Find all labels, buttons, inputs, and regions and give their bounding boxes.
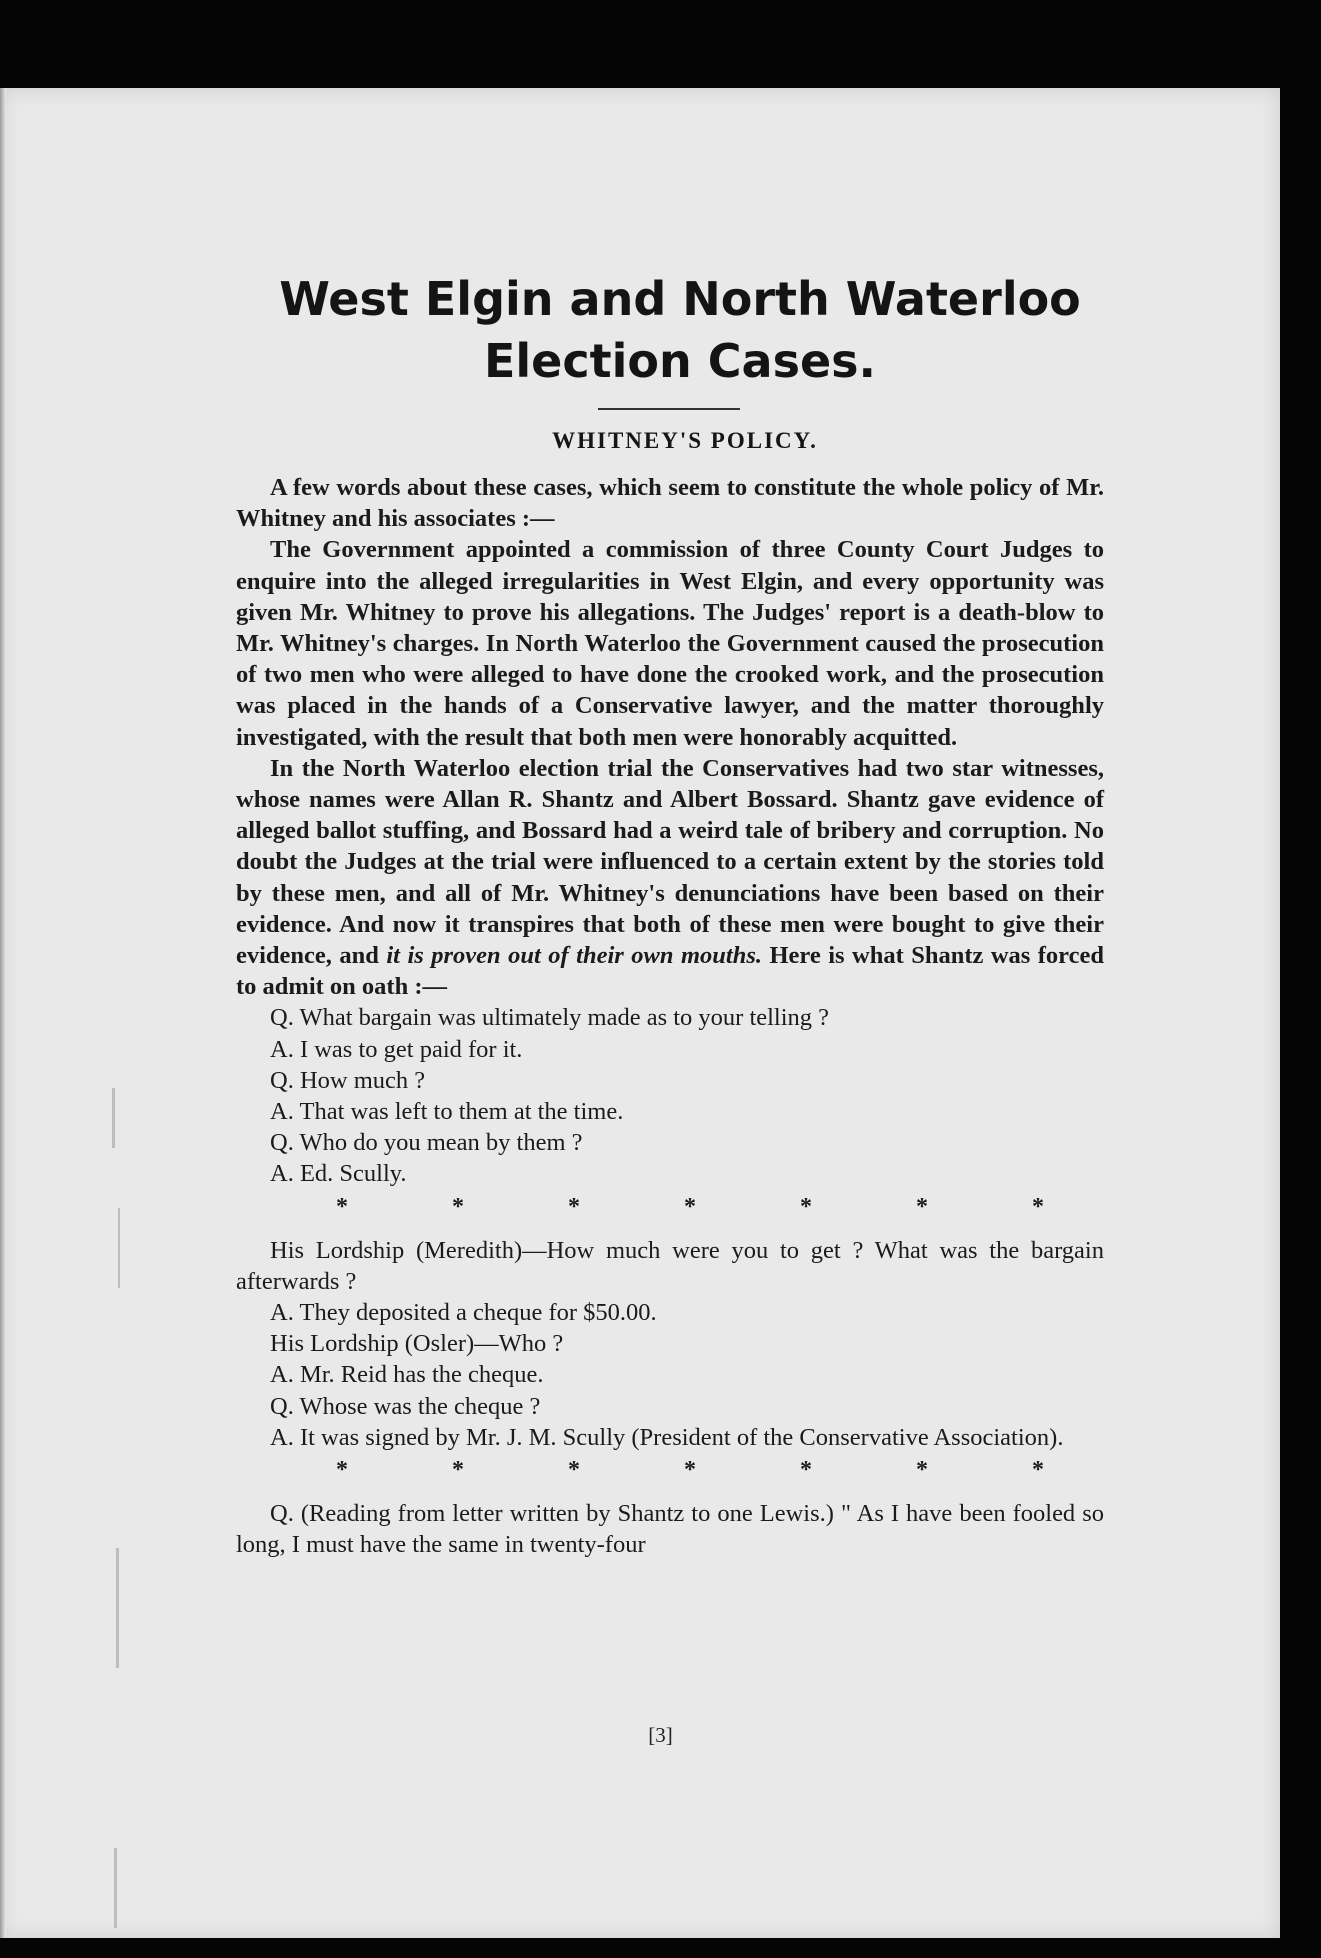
testimony-line: Q. Who do you mean by them ? — [270, 1129, 583, 1157]
testimony-line: Q. What bargain was ultimately made as to your telling ? — [270, 1004, 830, 1032]
testimony-line: A. That was left to them at the time. — [270, 1098, 624, 1126]
testimony-line: A. Ed. Scully. — [270, 1160, 407, 1188]
asterisk: * — [916, 1457, 928, 1484]
testimony-line: His Lordship (Osler)—Who ? — [270, 1330, 564, 1358]
asterisk: * — [336, 1457, 348, 1484]
testimony-line-signed: A. It was signed by Mr. J. M. Scully (President of the Conservative Association). — [270, 1423, 1064, 1451]
title-rule — [598, 408, 740, 410]
testimony-line: Q. How much ? — [270, 1066, 426, 1094]
testimony-line: A. I was to get paid for it. — [270, 1035, 523, 1063]
asterisk: * — [684, 1193, 696, 1220]
asterisk: * — [800, 1457, 812, 1484]
document-title — [150, 268, 1210, 392]
testimony-line: A. Mr. Reid has the cheque. — [270, 1361, 544, 1389]
witnesses-text-after: Here is what Shantz was forced to admit on oath :— — [236, 942, 1104, 1001]
scan-mark — [112, 1088, 115, 1148]
witnesses-text-before: In the North Waterloo election trial the Conservatives had two star witnesses, whose names were Allan R. Shantz and Albert Bossard. Shantz gave evidence of alleged ballot stuffing, and Bossard had a weird tale of bribery and corruption. No doubt the Judges at the trial were influenced to a certain extent by the stories told by these men, and all of Mr. Whitney's denunciations have been based on their evidence. And now it transpires that both of these men were bought to give their evidence, and — [236, 754, 1104, 970]
title-line-1: West Elgin and North Waterloo — [279, 272, 1081, 326]
asterisk: * — [1032, 1457, 1044, 1484]
scan-mark — [114, 1848, 117, 1928]
testimony-lordship-question: His Lordship (Meredith)—How much were you to get ? What was the bargain afterwards ? — [236, 1236, 1104, 1295]
paragraph-intro: A few words about these cases, which seem to constitute the whole policy of Mr. Whitney and his associates :— — [236, 474, 1104, 533]
asterisk: * — [1032, 1193, 1044, 1220]
separator-asterisks — [236, 1192, 1104, 1223]
page-number: [3] — [648, 1723, 673, 1747]
testimony-line: A. They deposited a cheque for $50.00. — [270, 1299, 657, 1327]
testimony-line: Q. Whose was the cheque ? — [270, 1392, 541, 1420]
asterisk: * — [684, 1457, 696, 1484]
section-heading: WHITNEY'S POLICY. — [552, 428, 818, 453]
article-body — [236, 472, 1104, 1561]
document-page — [0, 88, 1280, 1938]
asterisk: * — [452, 1457, 464, 1484]
asterisk: * — [800, 1193, 812, 1220]
paragraph-commission: The Government appointed a commission of three County Court Judges to enquire into the alleged irregularities in West Elgin, and every opportunity was given Mr. Whitney to prove his allegations. The Judges' report is a death-blow to Mr. Whitney's charges. In North Waterloo the Government caused the prosecution of two men who were alleged to have done the crooked work, and the prosecution was placed in the hands of a Conservative lawyer, and the matter thoroughly investigated, with the result that both men were honorably acquitted. — [236, 536, 1104, 751]
title-line-2: Election Cases. — [483, 334, 876, 388]
separator-asterisks — [236, 1455, 1104, 1486]
scan-mark — [118, 1208, 120, 1288]
asterisk: * — [568, 1457, 580, 1484]
paragraph-witnesses — [236, 753, 1104, 1003]
asterisk: * — [452, 1193, 464, 1220]
asterisk: * — [568, 1193, 580, 1220]
scan-mark — [116, 1548, 119, 1668]
asterisk: * — [916, 1193, 928, 1220]
closing-letter-quote: Q. (Reading from letter written by Shantz to one Lewis.) " As I have been fooled so long, I must have the same in twenty-four — [236, 1500, 1104, 1559]
asterisk: * — [336, 1193, 348, 1220]
witnesses-italic-text: it is proven out of their own mouths. — [386, 942, 763, 970]
page-binding-edge — [0, 88, 6, 1938]
